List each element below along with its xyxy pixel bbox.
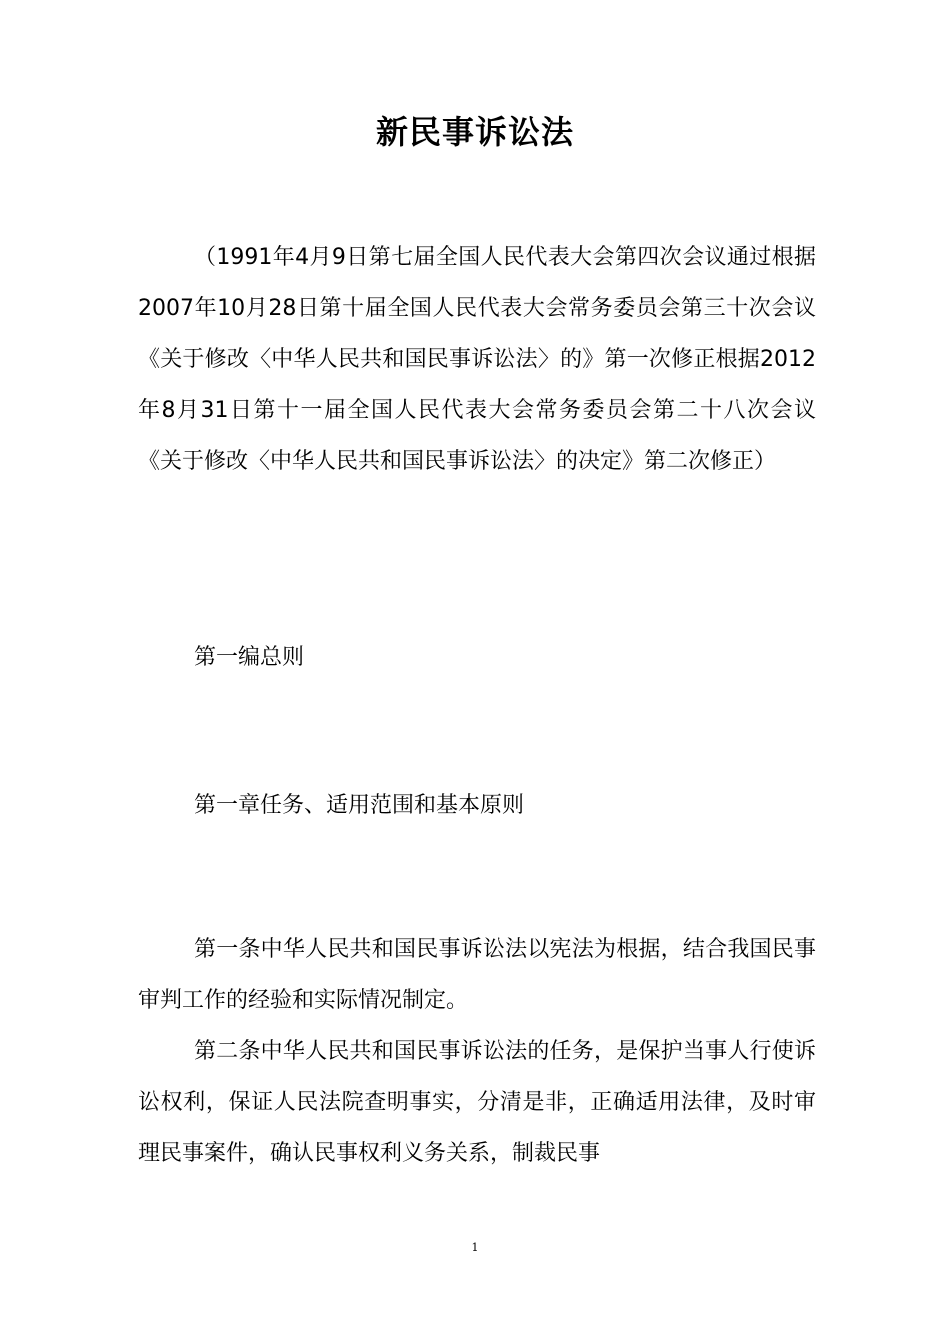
chapter-heading: 第一章任务、适用范围和基本原则	[194, 793, 525, 818]
article-2-paragraph: 第二条中华人民共和国民事诉讼法的任务，是保护当事人行使诉讼权利，保证人民法院查明事实，分清是非，正确适用法律，及时审理民事案件，确认民事权利义务关系，制裁民事	[138, 1039, 816, 1166]
page-number: 1	[471, 1241, 479, 1254]
preamble-paragraph: （1991年4月9日第七届全国人民代表大会第四次会议通过根据2007年10月28日第十届全国人民代表大会常务委员会第三十次会议《关于修改〈中华人民共和国民事诉讼法〉的》第一次修正根据2012年8月31日第十一届全国人民代表大会常务委员会第二十八次会议《关于修改〈中华人民共和国民事诉讼法〉的决定》第二次修正）	[138, 245, 816, 474]
part-heading: 第一编总则	[194, 645, 305, 670]
article-1-paragraph: 第一条中华人民共和国民事诉讼法以宪法为根据，结合我国民事审判工作的经验和实际情况制定。	[138, 937, 816, 1013]
document-title: 新民事诉讼法	[375, 113, 574, 151]
